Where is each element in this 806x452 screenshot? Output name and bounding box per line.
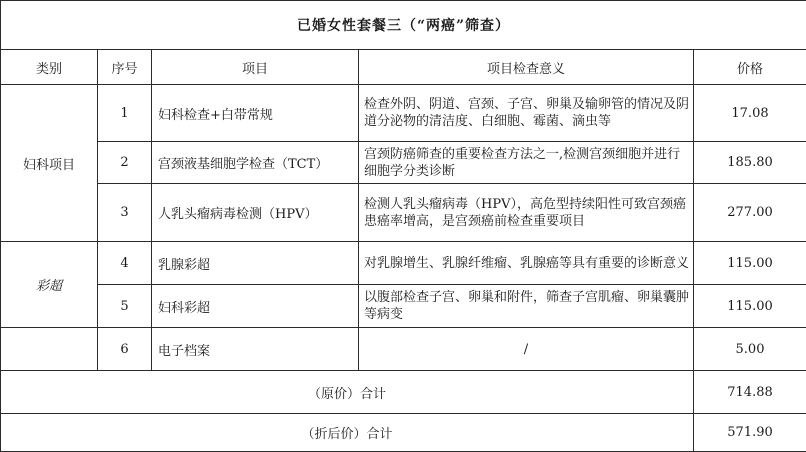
total-original-row: [1, 371, 806, 414]
category-empty: [1, 328, 98, 371]
header-row: [1, 50, 806, 85]
row-price: 115.00: [694, 285, 806, 328]
row-meaning: 检查外阴、阴道、宫颈、子宫、卵巢及输卵管的情况及阴道分泌物的清洁度、白细胞、霉菌、滴虫等: [359, 85, 694, 142]
table-row: [1, 328, 806, 371]
header-price: 价格: [694, 50, 806, 85]
row-item: 电子档案: [152, 328, 359, 371]
row-number: 1: [98, 85, 152, 142]
total-original-label: （原价）合计: [1, 371, 694, 414]
header-category: 类别: [1, 50, 98, 85]
category-gyn: 妇科项目: [1, 85, 98, 242]
row-number: 3: [98, 184, 152, 242]
row-meaning: 检测人乳头瘤病毒（HPV），高危型持续阳性可致宫颈癌患癌率增高，是宫颈癌前检查重要项目: [359, 184, 694, 242]
package-title: 已婚女性套餐三（“两癌”筛查）: [1, 1, 806, 50]
table-row: [1, 242, 806, 285]
row-price: 185.80: [694, 142, 806, 184]
row-price: 17.08: [694, 85, 806, 142]
row-number: 6: [98, 328, 152, 371]
category-ultrasound: 彩超: [1, 242, 98, 328]
total-discount-label: （折后价）合计: [1, 414, 694, 452]
total-discount-value: 571.90: [694, 414, 806, 452]
header-number: 序号: [98, 50, 152, 85]
header-item: 项目: [152, 50, 359, 85]
title-row: [1, 1, 806, 50]
row-item: 乳腺彩超: [152, 242, 359, 285]
table-row: [1, 285, 806, 328]
row-price: 277.00: [694, 184, 806, 242]
total-discount-row: [1, 414, 806, 452]
table-row: [1, 85, 806, 142]
row-price: 5.00: [694, 328, 806, 371]
row-meaning: 对乳腺增生、乳腺纤维瘤、乳腺癌等具有重要的诊断意义: [359, 242, 694, 285]
row-meaning: /: [359, 328, 694, 371]
header-meaning: 项目检查意义: [359, 50, 694, 85]
row-item: 妇科彩超: [152, 285, 359, 328]
row-number: 4: [98, 242, 152, 285]
row-item: 人乳头瘤病毒检测（HPV）: [152, 184, 359, 242]
row-number: 2: [98, 142, 152, 184]
row-number: 5: [98, 285, 152, 328]
total-original-value: 714.88: [694, 371, 806, 414]
row-meaning: 宫颈防癌筛查的重要检查方法之一,检测宫颈细胞并进行细胞学分类诊断: [359, 142, 694, 184]
row-item: 妇科检查+白带常规: [152, 85, 359, 142]
row-price: 115.00: [694, 242, 806, 285]
row-meaning: 以腹部检查子宫、卵巢和附件，筛查子宫肌瘤、卵巢囊肿等病变: [359, 285, 694, 328]
row-item: 宫颈液基细胞学检查（TCT）: [152, 142, 359, 184]
table-row: [1, 184, 806, 242]
table-row: [1, 142, 806, 184]
